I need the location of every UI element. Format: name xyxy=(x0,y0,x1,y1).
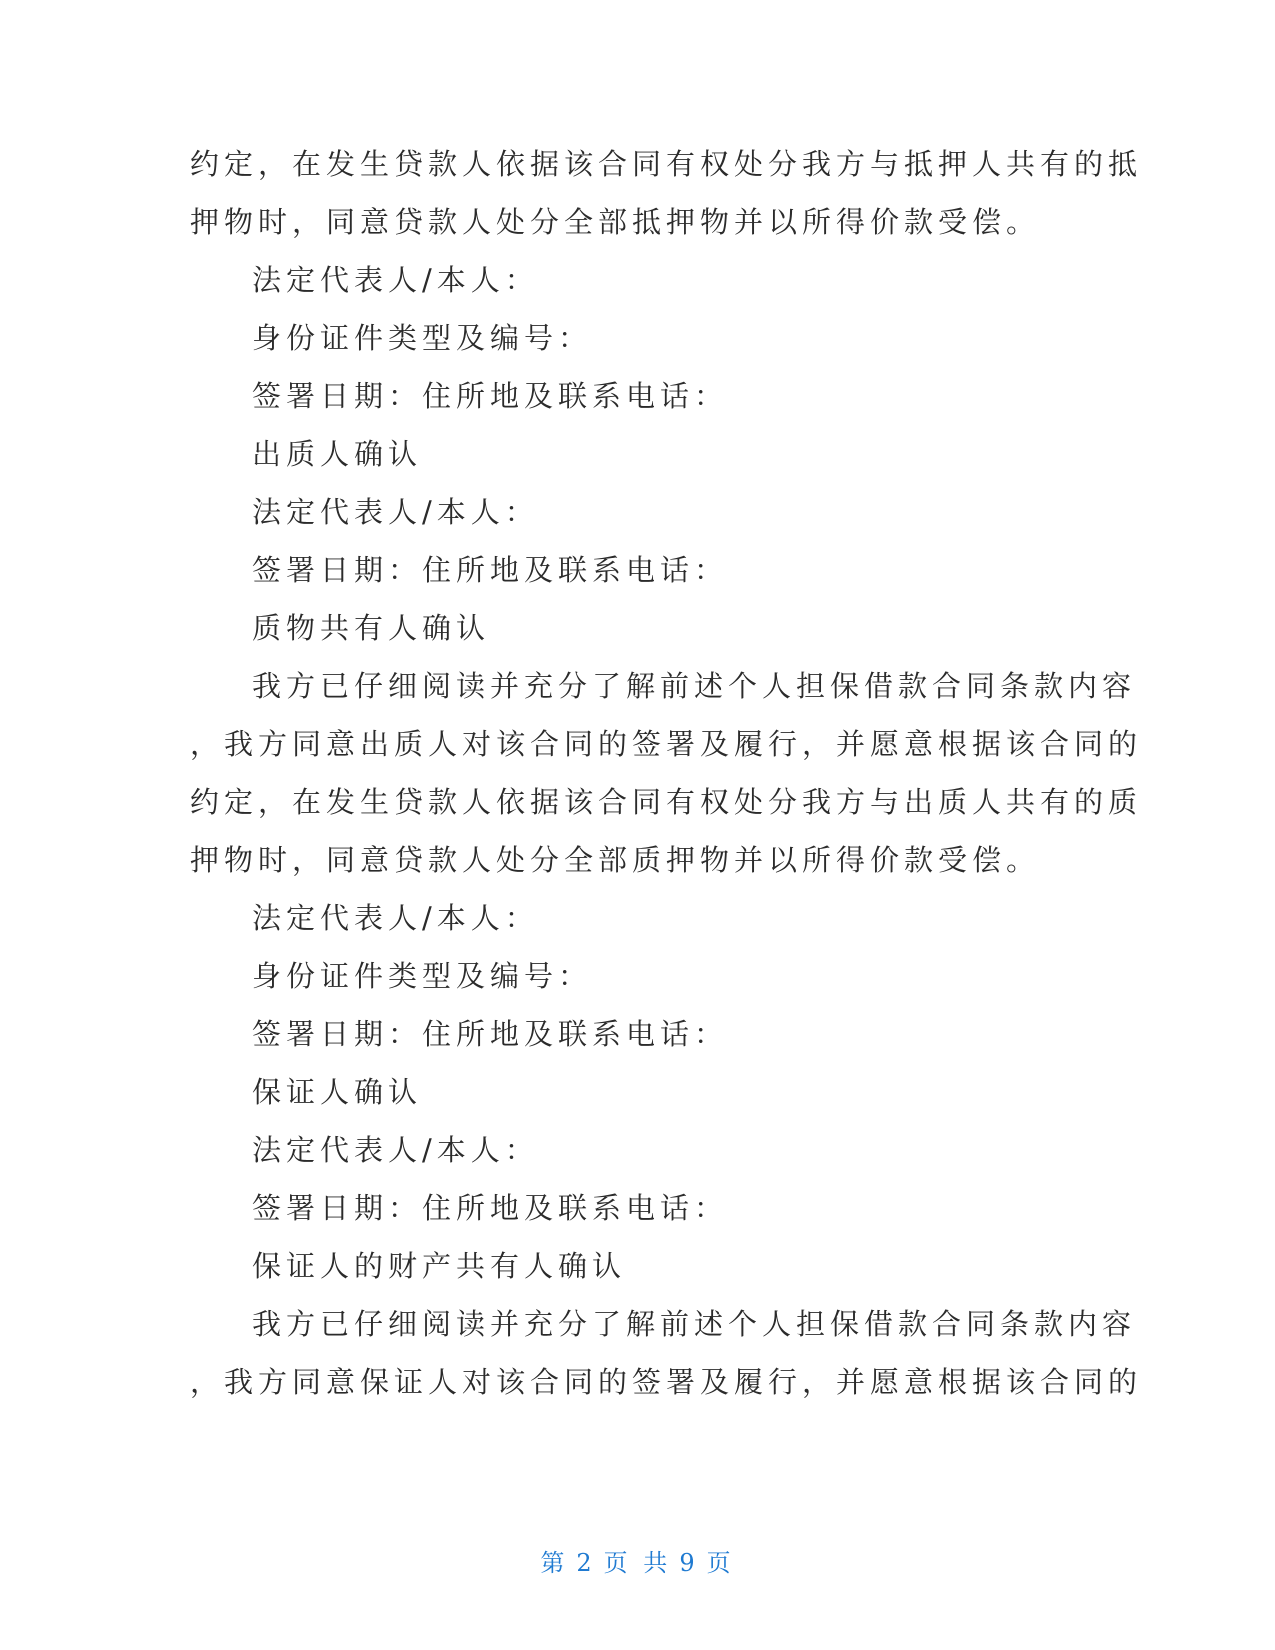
section-heading: 质物共有人确认 xyxy=(252,611,491,645)
footer-page-number: 2 xyxy=(576,1549,596,1577)
text-line: ，我方同意保证人对该合同的签署及履行，并愿意根据该合同的 xyxy=(190,1365,1143,1399)
text-line: 签署日期：住所地及联系电话： xyxy=(252,1191,729,1225)
text-line: 我方已仔细阅读并充分了解前述个人担保借款合同条款内容 xyxy=(252,669,1137,703)
text-line: 押物时，同意贷款人处分全部质押物并以所得价款受偿。 xyxy=(190,843,1041,877)
text-line: 签署日期：住所地及联系电话： xyxy=(252,379,729,413)
text-line: 法定代表人/本人： xyxy=(252,495,539,529)
text-line: 我方已仔细阅读并充分了解前述个人担保借款合同条款内容 xyxy=(252,1307,1137,1341)
section-heading: 出质人确认 xyxy=(252,437,423,471)
text-line: 法定代表人/本人： xyxy=(252,901,539,935)
text-line: 身份证件类型及编号： xyxy=(252,321,593,355)
footer-prefix: 第 xyxy=(540,1549,569,1577)
text-line: 约定，在发生贷款人依据该合同有权处分我方与出质人共有的质 xyxy=(190,785,1143,819)
text-line: 身份证件类型及编号： xyxy=(252,959,593,993)
footer-total-pages: 9 xyxy=(679,1549,699,1577)
footer-suffix: 页 xyxy=(706,1549,735,1577)
page-footer xyxy=(0,1543,1275,1578)
text-line: 签署日期：住所地及联系电话： xyxy=(252,1017,729,1051)
text-line: 签署日期：住所地及联系电话： xyxy=(252,553,729,587)
section-heading: 保证人确认 xyxy=(252,1075,423,1109)
text-line: ，我方同意出质人对该合同的签署及履行，并愿意根据该合同的 xyxy=(190,727,1143,761)
text-line: 押物时，同意贷款人处分全部抵押物并以所得价款受偿。 xyxy=(190,205,1041,239)
footer-middle: 页 共 xyxy=(603,1549,672,1577)
section-heading: 保证人的财产共有人确认 xyxy=(252,1249,627,1283)
text-line: 法定代表人/本人： xyxy=(252,1133,539,1167)
text-line: 法定代表人/本人： xyxy=(252,263,539,297)
text-line: 约定，在发生贷款人依据该合同有权处分我方与抵押人共有的抵 xyxy=(190,147,1143,181)
